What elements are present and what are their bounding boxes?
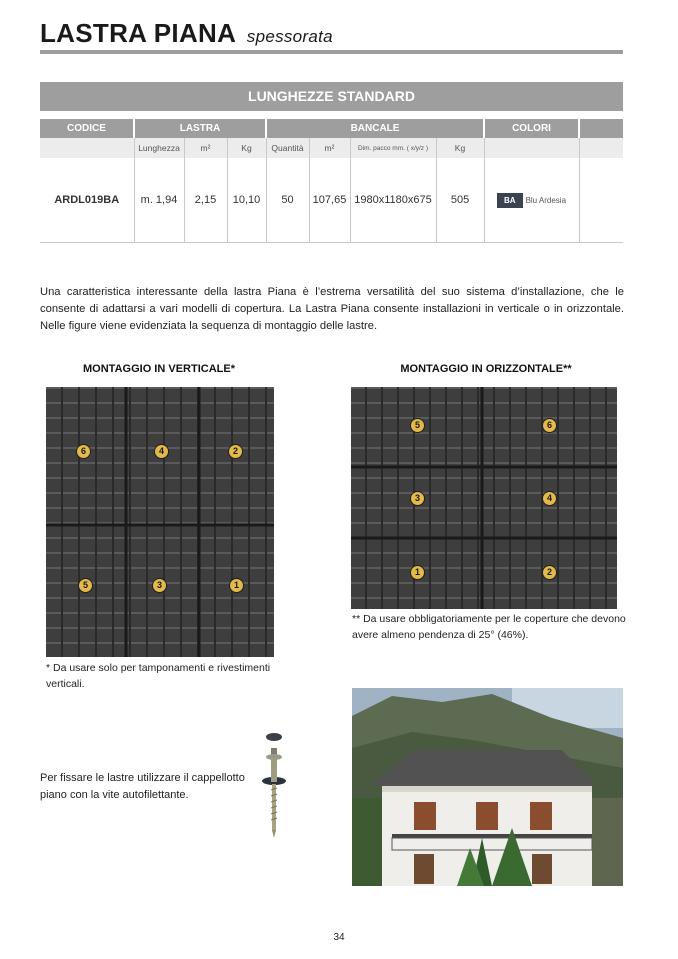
subheader-m2: m² — [184, 138, 227, 158]
header-empty — [579, 119, 623, 138]
page-number: 34 — [333, 932, 345, 943]
vertical-diagram — [46, 387, 274, 657]
cell-quantity: 50 — [266, 158, 309, 243]
color-name: Blu Ardesia — [525, 195, 567, 205]
step-number-badge: 3 — [153, 579, 166, 592]
title-subtitle: spessorata — [246, 27, 333, 46]
step-number-badge: 1 — [230, 579, 243, 592]
screw-cap-image — [255, 730, 295, 842]
step-number-badge: 2 — [229, 445, 242, 458]
horizontal-note: ** Da usare obbligatoriamente per le coperture che devono avere almeno pendenza di 25° (46%). — [352, 613, 626, 641]
title-main: LASTRA PIANA — [40, 18, 236, 48]
color-badge: BA — [497, 193, 523, 208]
horizontal-title: MONTAGGIO IN ORIZZONTALE** — [400, 363, 572, 375]
cell-pallet-kg: 505 — [436, 158, 484, 243]
spec-table — [40, 119, 623, 243]
house-photo — [352, 688, 623, 886]
subheader-color — [484, 138, 579, 158]
vertical-title: MONTAGGIO IN VERTICALE* — [83, 363, 235, 375]
cell-dimensions: 1980x1180x675 — [350, 158, 436, 243]
subheader-pallet-kg: Kg — [436, 138, 484, 158]
step-number-badge: 2 — [543, 566, 556, 579]
fixing-text: Per fissare le lastre utilizzare il cappellotto piano con la vite autofilettante. — [40, 772, 245, 801]
step-number-badge: 3 — [411, 492, 424, 505]
subheader-kg: Kg — [227, 138, 266, 158]
subheader-lunghezza: Lunghezza — [134, 138, 184, 158]
step-number-badge: 4 — [543, 492, 556, 505]
cell-m2: 2,15 — [184, 158, 227, 243]
vertical-note: * Da usare solo per tamponamenti e rivestimenti verticali. — [46, 662, 271, 690]
header-codice: CODICE — [40, 119, 134, 138]
step-number-badge: 4 — [155, 445, 168, 458]
cell-code: ARDL019BA — [40, 158, 134, 243]
cell-color-extra — [579, 158, 623, 243]
horizontal-diagram — [351, 387, 617, 609]
step-number-badge: 5 — [411, 419, 424, 432]
subheader-quantita: Quantità — [266, 138, 309, 158]
table-row — [40, 158, 623, 243]
table-banner: LUNGHEZZE STANDARD — [40, 82, 623, 111]
subheader-dimensions: Dim. pacco mm. ( x/y/z ) — [350, 138, 436, 158]
subheader-color-extra — [579, 138, 623, 158]
subheader-empty — [40, 138, 134, 158]
page-title — [40, 18, 333, 49]
step-number-badge: 6 — [543, 419, 556, 432]
subheader-pallet-m2: m² — [309, 138, 350, 158]
title-divider — [40, 50, 623, 54]
step-number-badge: 1 — [411, 566, 424, 579]
header-bancale: BANCALE — [266, 119, 484, 138]
cell-kg: 10,10 — [227, 158, 266, 243]
header-colori: COLORI — [484, 119, 579, 138]
vertical-tile-grid — [46, 387, 274, 657]
header-lastra: LASTRA — [134, 119, 266, 138]
intro-paragraph: Una caratteristica interessante della lastra Piana è l’estrema versatilità del suo sistema d’installazione, che le consente di adattarsi a vari modelli di copertura. La Lastra Piana consente installazioni in verticale o in orizzontale. Nelle figure viene evidenziata la sequenza di montaggio delle lastre. — [40, 286, 624, 332]
cell-pallet-m2: 107,65 — [309, 158, 350, 243]
cell-color — [484, 158, 579, 243]
cell-length: m. 1,94 — [134, 158, 184, 243]
house-illustration — [352, 688, 623, 886]
step-number-badge: 5 — [79, 579, 92, 592]
step-number-badge: 6 — [77, 445, 90, 458]
horizontal-tile-grid — [351, 387, 617, 609]
